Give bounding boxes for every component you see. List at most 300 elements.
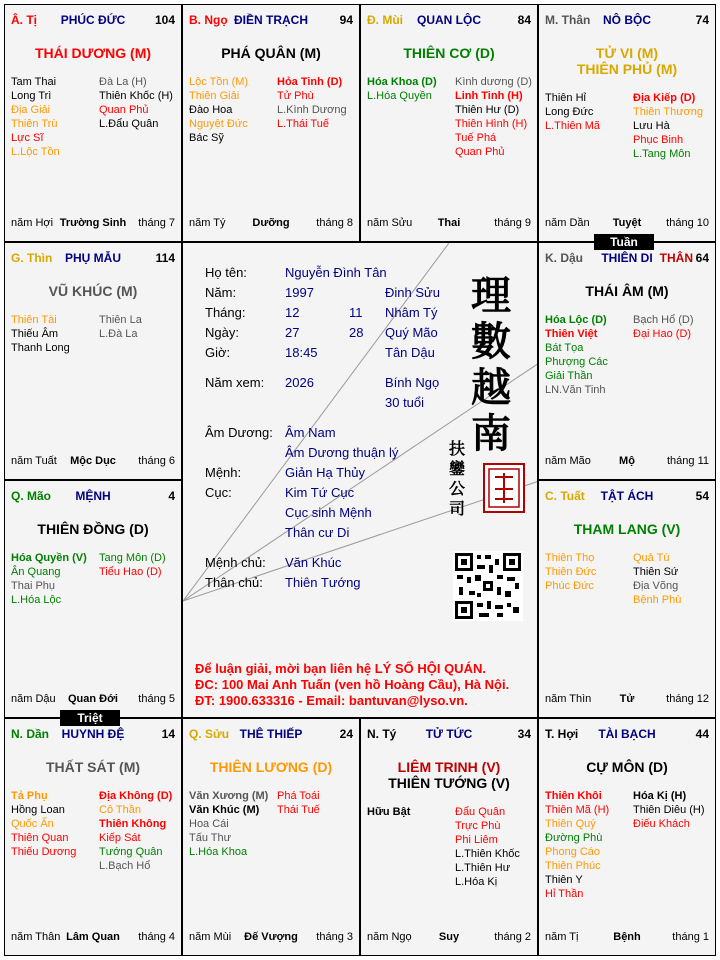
menh-chu-value: Văn Khúc: [285, 555, 342, 570]
nam-xem-can-chi: Bính Ngọ: [385, 375, 440, 390]
minor-star[interactable]: Thiên Hỉ: [545, 92, 586, 104]
palace-can-chi: C. Tuất: [545, 489, 585, 503]
minor-star[interactable]: Ân Quang: [11, 566, 61, 578]
minor-stars-right: [633, 91, 703, 161]
minor-star[interactable]: Thanh Long: [11, 342, 70, 354]
minor-star[interactable]: L.Đẩu Quân: [99, 118, 159, 130]
palace-can-chi: N. Tý: [367, 727, 397, 741]
minor-star[interactable]: Địa Giải: [11, 104, 51, 116]
palace-header: [11, 727, 175, 743]
minor-star[interactable]: Thiên Đức: [545, 566, 597, 578]
gio-can-chi: Tân Dậu: [385, 345, 435, 360]
minor-star[interactable]: Đẩu Quân: [455, 806, 506, 818]
minor-star[interactable]: Trực Phù: [455, 820, 501, 832]
main-stars: [5, 45, 181, 61]
minor-star[interactable]: Phá Toái: [277, 790, 320, 802]
minor-star[interactable]: L.Đà La: [99, 328, 138, 340]
tuan-marker: Tuần: [594, 234, 654, 250]
palace-header: [11, 489, 175, 505]
tieu-han-year: năm Mùi: [189, 931, 232, 943]
triet-marker: Triệt: [60, 710, 120, 726]
truong-sinh-stage: Bệnh: [613, 931, 641, 943]
truong-sinh-stage: Tuyệt: [612, 217, 642, 229]
minor-star[interactable]: Quan Phủ: [455, 146, 505, 158]
palace-name[interactable]: QUAN LỘC: [417, 13, 481, 27]
palace-footer: [11, 455, 175, 469]
minor-star[interactable]: Đường Phù: [545, 832, 603, 844]
nam-value: 1997: [285, 285, 314, 300]
minor-stars-left: [11, 789, 76, 859]
truong-sinh-stage: Đế Vượng: [244, 931, 298, 943]
palace-name[interactable]: MỆNH: [75, 489, 111, 503]
minor-star[interactable]: Hoa Cái: [189, 818, 229, 830]
palace-can-chi: B. Ngọ: [189, 13, 228, 27]
palace-name[interactable]: TỬ TỨC: [425, 727, 473, 741]
calligraphy-small-char: 鑾: [449, 459, 466, 478]
minor-star[interactable]: Nguyệt Đức: [189, 118, 248, 130]
main-star[interactable]: THÁI DƯƠNG (M): [34, 45, 152, 61]
truong-sinh-stage: Thai: [437, 217, 461, 229]
main-stars: [539, 45, 715, 77]
main-stars: [539, 759, 715, 775]
minor-star[interactable]: Phi Liêm: [455, 834, 498, 846]
minor-stars-right: [633, 551, 681, 607]
main-stars: [5, 521, 181, 537]
nam-label: Năm:: [205, 285, 237, 300]
palace-age: 64: [695, 251, 709, 265]
minor-star[interactable]: Tấu Thư: [189, 832, 232, 844]
minor-star[interactable]: Hóa Kị (H): [633, 790, 687, 802]
minor-star[interactable]: Tuế Phá: [455, 132, 497, 144]
palace-age: 54: [695, 489, 709, 503]
truong-sinh-stage: Quan Đới: [68, 693, 118, 705]
minor-star[interactable]: Lực Sĩ: [11, 132, 44, 144]
minor-stars-right: [633, 313, 694, 341]
minor-star[interactable]: Tướng Quân: [99, 846, 163, 858]
cuc-relation: Cục sinh Mệnh: [285, 505, 372, 520]
ngay-label: Ngày:: [205, 325, 239, 340]
minor-star[interactable]: Đại Hao (D): [633, 328, 692, 340]
minor-star[interactable]: Thiên Sứ: [633, 566, 679, 578]
qr-code-icon[interactable]: [453, 551, 523, 621]
nguyet-han-month: tháng 10: [666, 217, 709, 229]
palace-name[interactable]: TẬT ÁCH: [600, 489, 654, 503]
minor-star[interactable]: L.Lộc Tồn: [11, 146, 60, 158]
truong-sinh-stage: Lâm Quan: [66, 931, 120, 943]
palace-footer: [11, 931, 175, 945]
minor-star[interactable]: Hóa Quyền (V): [11, 552, 87, 564]
minor-star[interactable]: Thiên Thọ: [545, 552, 595, 564]
tieu-han-year: năm Sửu: [367, 217, 413, 229]
palace-age: 94: [339, 13, 353, 27]
palace-name[interactable]: TÀI BẠCH: [598, 727, 656, 741]
main-star[interactable]: VŨ KHÚC (M): [48, 283, 138, 299]
calligraphy-small-char: 司: [449, 499, 466, 518]
main-star[interactable]: THIÊN TƯỚNG (V): [388, 775, 510, 791]
minor-stars-left: [11, 313, 70, 355]
gio-value: 18:45: [285, 345, 318, 360]
palace-footer: [367, 217, 531, 231]
palace-can-chi: Q. Mão: [11, 489, 52, 503]
menh-value: Giản Hạ Thủy: [285, 465, 365, 480]
minor-star[interactable]: Hữu Bật: [367, 806, 411, 818]
palace-can-chi: N. Dần: [11, 727, 50, 741]
palace-header: [189, 727, 353, 743]
palace-header: [367, 13, 531, 29]
minor-star[interactable]: Tang Môn (D): [99, 552, 166, 564]
palace-hoi: [538, 718, 716, 956]
main-star[interactable]: TỬ VI (M): [595, 45, 659, 61]
nguyet-han-month: tháng 12: [666, 693, 709, 705]
minor-stars-right: [99, 313, 142, 341]
palace-name[interactable]: ĐIỀN TRẠCH: [234, 13, 308, 27]
minor-star[interactable]: Kiếp Sát: [99, 832, 141, 844]
minor-star[interactable]: Thiên Giải: [189, 90, 240, 102]
gio-label: Giờ:: [205, 345, 231, 360]
calligraphy-subtitle: [449, 439, 465, 519]
palace-mui: [360, 4, 538, 242]
main-stars: [361, 45, 537, 61]
nam-xem-label: Năm xem:: [205, 375, 265, 390]
menh-label: Mệnh:: [205, 465, 242, 480]
minor-stars-right: [99, 75, 173, 131]
minor-star[interactable]: Tử Phù: [277, 90, 314, 102]
cuc-label: Cục:: [205, 485, 232, 500]
minor-star[interactable]: Thiên Trù: [11, 118, 58, 130]
thang-can-chi: Nhâm Tý: [385, 305, 438, 320]
am-duong-ly: Âm Dương thuận lý: [285, 445, 399, 460]
minor-star[interactable]: Quan Phủ: [99, 104, 149, 116]
minor-star[interactable]: Thiên Hư (D): [455, 104, 520, 116]
palace-name[interactable]: NÔ BỘC: [603, 13, 651, 27]
truong-sinh-stage: Tử: [619, 693, 635, 705]
minor-star[interactable]: Thiếu Dương: [11, 846, 77, 858]
minor-star[interactable]: Thiên Thương: [633, 106, 704, 118]
palace-header: [545, 489, 709, 505]
contact-info: [195, 661, 509, 709]
palace-ngo: [182, 4, 360, 242]
tieu-han-year: năm Mão: [545, 455, 591, 467]
palace-can-chi: Â. Tị: [11, 13, 37, 27]
minor-star[interactable]: Địa Không (D): [99, 790, 173, 802]
minor-star[interactable]: Thiên Diêu (H): [633, 804, 705, 816]
minor-star[interactable]: L.Kình Dương: [277, 104, 347, 116]
palace-age: 104: [154, 13, 175, 27]
tieu-han-year: năm Thìn: [545, 693, 592, 705]
palace-age: 74: [695, 13, 709, 27]
main-stars: [539, 283, 715, 299]
minor-star[interactable]: Thiên Khốc (H): [99, 90, 173, 102]
palace-name[interactable]: PHỤ MẪU: [65, 251, 121, 265]
palace-dan: [4, 718, 182, 956]
center-info-panel: [182, 242, 538, 718]
minor-star[interactable]: Lưu Hà: [633, 120, 670, 132]
main-star[interactable]: LIÊM TRINH (V): [397, 759, 501, 775]
palace-mao: [4, 480, 182, 718]
truong-sinh-stage: Trường Sinh: [59, 217, 127, 229]
minor-star[interactable]: Bác Sỹ: [189, 132, 224, 144]
palace-footer: [367, 931, 531, 945]
ho-ten-label: Họ tên:: [205, 265, 247, 280]
palace-header: [545, 251, 709, 267]
contact-line-3[interactable]: ĐT: 1900.633316 - Email: bantuvan@lyso.vn.: [195, 693, 468, 708]
minor-stars-right: [455, 805, 520, 889]
nam-can-chi: Đinh Sửu: [385, 285, 440, 300]
main-stars: [361, 759, 537, 791]
am-duong-label: Âm Dương:: [205, 425, 273, 440]
nguyet-han-month: tháng 6: [138, 455, 175, 467]
minor-star[interactable]: Thiên Mã (H): [545, 804, 610, 816]
tieu-han-year: năm Tị: [545, 931, 579, 943]
palace-footer: [545, 693, 709, 707]
minor-star[interactable]: Điếu Khách: [633, 818, 690, 830]
truong-sinh-stage: Mộc Dục: [70, 455, 116, 467]
minor-stars-right: [455, 75, 532, 159]
palace-can-chi: Q. Sửu: [189, 727, 230, 741]
nguyet-han-month: tháng 7: [138, 217, 175, 229]
minor-star[interactable]: Bạch Hổ (D): [633, 314, 694, 326]
minor-star[interactable]: Long Đức: [545, 106, 594, 118]
minor-star[interactable]: Linh Tinh (H): [455, 90, 523, 102]
palace-tuat: [538, 480, 716, 718]
nguyet-han-month: tháng 11: [666, 455, 709, 467]
minor-stars-right: [99, 551, 166, 579]
calligraphy-char: 南: [471, 410, 511, 457]
minor-star[interactable]: Kình dương (D): [455, 76, 532, 88]
palace-footer: [11, 217, 175, 231]
minor-star[interactable]: Thai Phụ: [11, 580, 56, 592]
tieu-han-year: năm Tuất: [11, 455, 57, 467]
minor-star[interactable]: L.Bạch Hổ: [99, 860, 151, 872]
ngay-duong: 27: [285, 325, 300, 340]
main-stars: [5, 759, 181, 775]
minor-star[interactable]: Cô Thần: [99, 804, 141, 816]
minor-star[interactable]: Phong Cáo: [545, 846, 601, 858]
palace-age: 14: [161, 727, 175, 741]
tieu-han-year: năm Thân: [11, 931, 61, 943]
minor-star[interactable]: Thiên Quý: [545, 818, 596, 830]
main-star[interactable]: PHÁ QUÂN (M): [221, 45, 321, 61]
minor-star[interactable]: Bát Tọa: [545, 342, 584, 354]
palace-name[interactable]: HUYNH ĐỆ: [61, 727, 125, 741]
minor-star[interactable]: Hồng Loan: [11, 804, 65, 816]
minor-star[interactable]: Quả Tú: [633, 552, 670, 564]
ngay-can-chi: Quý Mão: [385, 325, 438, 340]
minor-stars-left: [189, 75, 248, 145]
calligraphy-small-char: 扶: [449, 439, 466, 458]
main-star[interactable]: THIÊN ĐỒNG (D): [37, 521, 149, 537]
tuoi-value: 30 tuổi: [385, 395, 425, 410]
red-seal-stamp: [483, 463, 525, 513]
palace-can-chi: G. Thìn: [11, 251, 53, 265]
ngay-am: 28: [349, 325, 364, 340]
calligraphy-char: 數: [471, 318, 511, 365]
palace-can-chi: K. Dậu: [545, 251, 584, 265]
minor-star[interactable]: L.Hóa Kị: [455, 876, 498, 888]
palace-header: [11, 251, 175, 267]
palace-footer: [545, 931, 709, 945]
minor-star[interactable]: Quốc Ấn: [11, 818, 54, 830]
minor-star[interactable]: Phúc Đức: [545, 580, 594, 592]
minor-star[interactable]: L.Thiên Khốc: [455, 848, 520, 860]
tieu-han-year: năm Ngọ: [367, 931, 412, 943]
minor-star[interactable]: Hóa Lộc (D): [545, 314, 607, 326]
palace-age: 114: [155, 251, 175, 265]
palace-ti: [4, 4, 182, 242]
palace-age: 44: [695, 727, 709, 741]
minor-star[interactable]: Bệnh Phù: [633, 594, 682, 606]
minor-star[interactable]: Thiên Y: [545, 874, 583, 886]
minor-star[interactable]: Lộc Tồn (M): [189, 76, 249, 88]
minor-star[interactable]: Thiên Hình (H): [455, 118, 528, 130]
tieu-han-year: năm Dậu: [11, 693, 56, 705]
minor-star[interactable]: Tam Thai: [11, 76, 57, 88]
menh-chu-label: Mệnh chủ:: [205, 555, 266, 570]
tieu-han-year: năm Tý: [189, 217, 226, 229]
minor-star[interactable]: L.Hóa Quyền: [367, 90, 432, 102]
main-star[interactable]: THIÊN LƯƠNG (D): [209, 759, 333, 775]
palace-can-chi: Đ. Mùi: [367, 13, 403, 27]
minor-star[interactable]: Văn Xương (M): [189, 790, 269, 802]
main-stars: [183, 759, 359, 775]
nguyet-han-month: tháng 8: [316, 217, 353, 229]
palace-thin: [4, 242, 182, 480]
minor-star[interactable]: Phục Binh: [633, 134, 684, 146]
minor-star[interactable]: Phượng Các: [545, 356, 608, 368]
main-star[interactable]: THIÊN PHỦ (M): [576, 61, 678, 77]
calligraphy-char: 越: [471, 364, 511, 411]
am-duong-value: Âm Nam: [285, 425, 336, 440]
main-star[interactable]: THIÊN CƠ (D): [403, 45, 495, 61]
thang-label: Tháng:: [205, 305, 246, 320]
minor-star[interactable]: Văn Khúc (M): [189, 804, 260, 816]
minor-star[interactable]: L.Thái Tuế: [277, 118, 329, 130]
palace-name[interactable]: THIÊN DI: [601, 251, 653, 265]
palace-header: [545, 13, 709, 29]
minor-stars-left: [367, 75, 437, 103]
minor-star[interactable]: Thiên Quan: [11, 832, 69, 844]
nguyet-han-month: tháng 4: [138, 931, 175, 943]
palace-header: [367, 727, 531, 743]
minor-star[interactable]: Tiểu Hao (D): [99, 566, 162, 578]
minor-star[interactable]: Đà La (H): [99, 76, 147, 88]
minor-star[interactable]: Tả Phụ: [11, 790, 48, 802]
main-star[interactable]: THAM LANG (V): [573, 521, 681, 537]
minor-star[interactable]: Giải Thần: [545, 370, 593, 382]
minor-star[interactable]: L.Thiên Hư: [455, 862, 511, 874]
than-cu-badge: THÂN: [659, 251, 693, 265]
minor-stars-left: [545, 91, 600, 133]
palace-can-chi: M. Thân: [545, 13, 591, 27]
truong-sinh-stage: Dưỡng: [252, 217, 290, 229]
minor-star[interactable]: Thiên Tài: [11, 314, 57, 326]
nguyet-han-month: tháng 2: [494, 931, 531, 943]
palace-name[interactable]: THÊ THIẾP: [239, 727, 303, 741]
minor-stars-left: [367, 805, 410, 819]
palace-suu: [182, 718, 360, 956]
main-star[interactable]: THÁI ÂM (M): [585, 283, 669, 299]
main-stars: [539, 521, 715, 537]
truong-sinh-stage: Mộ: [619, 455, 635, 467]
palace-ty: [360, 718, 538, 956]
palace-age: 24: [339, 727, 353, 741]
palace-than: [538, 4, 716, 242]
minor-stars-right: [633, 789, 705, 831]
palace-footer: [11, 693, 175, 707]
than-chu-label: Thân chủ:: [205, 575, 263, 590]
minor-star[interactable]: Long Trì: [11, 90, 52, 102]
minor-star[interactable]: Địa Võng: [633, 580, 679, 592]
palace-name[interactable]: PHÚC ĐỨC: [60, 13, 126, 27]
palace-can-chi: T. Hợi: [545, 727, 579, 741]
tieu-han-year: năm Hợi: [11, 217, 54, 229]
calligraphy-char: 理: [471, 272, 511, 319]
tieu-han-year: năm Dần: [545, 217, 590, 229]
nam-xem-value: 2026: [285, 375, 314, 390]
minor-stars-left: [545, 551, 596, 593]
minor-stars-left: [11, 75, 60, 159]
minor-star[interactable]: LN.Văn Tinh: [545, 384, 606, 396]
minor-star[interactable]: Hỏa Tinh (D): [277, 76, 343, 88]
minor-star[interactable]: Thiên Không: [99, 818, 167, 830]
palace-header: [545, 727, 709, 743]
palace-header: [11, 13, 175, 29]
minor-star[interactable]: Thiên Khôi: [545, 790, 602, 802]
minor-star[interactable]: L.Tang Môn: [633, 148, 691, 160]
palace-header: [189, 13, 353, 29]
minor-stars-left: [545, 789, 609, 901]
minor-star[interactable]: L.Hóa Lộc: [11, 594, 62, 606]
main-star[interactable]: THẤT SÁT (M): [45, 759, 141, 775]
calligraphy-small-char: 公: [449, 479, 466, 498]
minor-stars-right: [277, 75, 347, 131]
thang-am: 11: [349, 305, 363, 320]
nguyet-han-month: tháng 3: [316, 931, 353, 943]
contact-line-1: Để luận giải, mời bạn liên hệ LÝ SỐ HỘI QUÁN.: [195, 661, 486, 676]
ho-ten-value: Nguyễn Đình Tân: [285, 265, 387, 280]
minor-stars-right: [99, 789, 172, 873]
minor-stars-left: [545, 313, 608, 397]
minor-star[interactable]: L.Thiên Mã: [545, 120, 601, 132]
minor-star[interactable]: Địa Kiếp (D): [633, 92, 696, 104]
minor-stars-left: [189, 789, 268, 859]
minor-star[interactable]: Thiên La: [99, 314, 142, 326]
palace-age: 34: [517, 727, 531, 741]
nguyet-han-month: tháng 9: [494, 217, 531, 229]
minor-star[interactable]: Thiên Phúc: [545, 860, 601, 872]
main-star[interactable]: CỰ MÔN (D): [586, 759, 668, 775]
minor-star[interactable]: Thái Tuế: [277, 804, 320, 816]
minor-star[interactable]: Hỉ Thần: [545, 888, 584, 900]
main-stars: [183, 45, 359, 61]
nguyet-han-month: tháng 5: [138, 693, 175, 705]
minor-star[interactable]: Hóa Khoa (D): [367, 76, 437, 88]
palace-footer: [189, 931, 353, 945]
than-chu-value: Thiên Tướng: [285, 575, 361, 590]
truong-sinh-stage: Suy: [438, 931, 460, 943]
thang-duong: 12: [285, 305, 300, 320]
minor-stars-right: [277, 789, 320, 817]
palace-dau: [538, 242, 716, 480]
cuc-value: Kim Tứ Cục: [285, 485, 355, 500]
contact-line-2: ĐC: 100 Mai Anh Tuấn (ven hồ Hoàng Cầu), Hà Nội.: [195, 677, 510, 692]
palace-age: 84: [517, 13, 531, 27]
minor-star[interactable]: Thiên Việt: [545, 328, 598, 340]
minor-star[interactable]: Thiếu Âm: [11, 328, 59, 340]
calligraphy-title: [471, 273, 511, 457]
minor-star[interactable]: Đào Hoa: [189, 104, 233, 116]
minor-star[interactable]: L.Hóa Khoa: [189, 846, 248, 858]
